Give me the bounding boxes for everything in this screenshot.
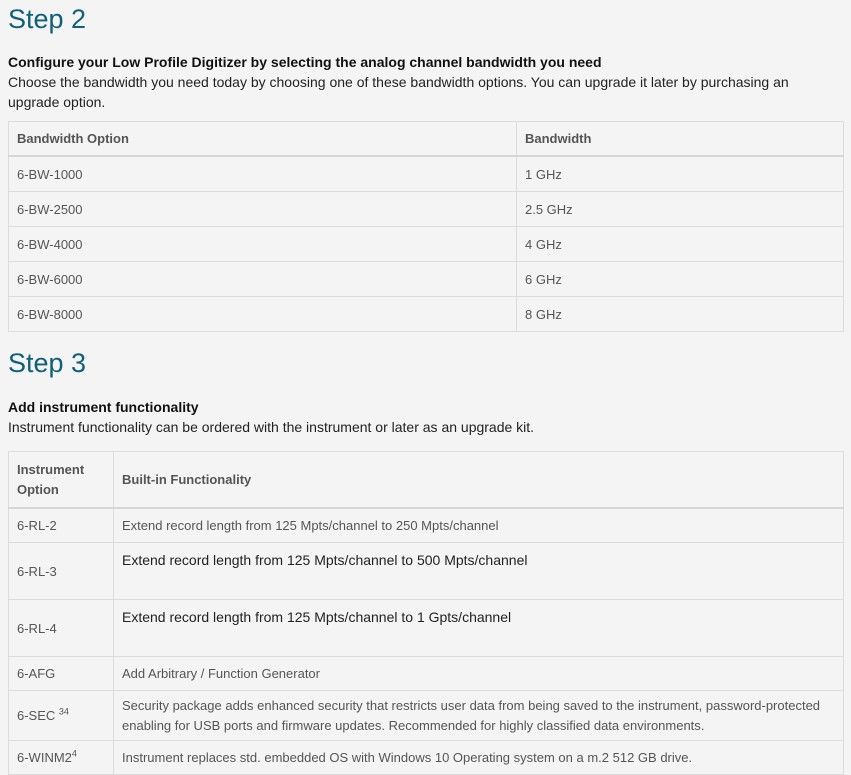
bandwidth-option-cell: 6-BW-4000	[9, 227, 517, 262]
instrument-option-cell	[9, 508, 114, 543]
column-header-built-in-functionality: Built-in Functionality	[114, 452, 844, 509]
table-row	[9, 156, 844, 192]
option-code: 6-WINM2	[17, 750, 72, 765]
functionality-table	[8, 451, 844, 775]
column-header-instrument-option: Instrument Option	[9, 452, 114, 509]
step3-subtitle: Add instrument functionality	[8, 399, 199, 415]
option-code: 6-RL-3	[17, 563, 57, 579]
bandwidth-value-cell: 4 GHz	[517, 227, 844, 262]
bandwidth-option-cell: 6-BW-1000	[9, 156, 517, 192]
table-row	[9, 691, 844, 741]
instrument-option-cell	[9, 741, 114, 775]
functionality-cell: Instrument replaces std. embedded OS with Windows 10 Operating system on a m.2 512 GB drive.	[114, 741, 844, 775]
bandwidth-table	[8, 121, 844, 332]
table-row	[9, 227, 844, 262]
functionality-cell: Extend record length from 125 Mpts/channel to 1 Gpts/channel	[114, 600, 844, 657]
functionality-cell: Extend record length from 125 Mpts/channel to 250 Mpts/channel	[114, 508, 844, 543]
step3-description: Instrument functionality can be ordered with the instrument or later as an upgrade kit.	[8, 419, 535, 435]
column-header-bandwidth: Bandwidth	[517, 122, 844, 157]
bandwidth-option-cell: 6-BW-6000	[9, 262, 517, 297]
bandwidth-value-cell: 6 GHz	[517, 262, 844, 297]
step2-title: Step 2	[8, 4, 87, 34]
step3-title: Step 3	[8, 348, 87, 378]
step2-description: Choose the bandwidth you need today by choosing one of these bandwidth options. You can upgrade it later by purchasing an upgrade option.	[8, 74, 789, 110]
table-header-row	[9, 122, 844, 157]
option-code: 6-AFG	[17, 666, 56, 681]
instrument-option-cell	[9, 543, 114, 600]
table-row	[9, 297, 844, 332]
footnote-ref: 4	[71, 748, 77, 759]
bandwidth-value-cell: 8 GHz	[517, 297, 844, 332]
table-row	[9, 192, 844, 227]
option-code: 6-RL-2	[17, 518, 57, 533]
column-header-bandwidth-option: Bandwidth Option	[9, 122, 517, 157]
instrument-option-cell	[9, 600, 114, 657]
table-row	[9, 508, 844, 543]
footnote-ref: 34	[58, 706, 69, 717]
option-code: 6-SEC	[17, 707, 59, 723]
bandwidth-value-cell: 2.5 GHz	[517, 192, 844, 227]
table-row	[9, 543, 844, 600]
table-row	[9, 741, 844, 775]
instrument-option-cell	[9, 657, 114, 691]
functionality-cell: Add Arbitrary / Function Generator	[114, 657, 844, 691]
step2-subtitle: Configure your Low Profile Digitizer by selecting the analog channel bandwidth you need	[8, 54, 602, 70]
step2-intro	[8, 52, 838, 112]
step3-intro	[8, 397, 838, 437]
functionality-cell: Security package adds enhanced security that restricts user data from being saved to the instrument, password-protected enabling for USB ports and firmware updates. Recommended for highly classified data environments.	[114, 691, 844, 741]
bandwidth-value-cell: 1 GHz	[517, 156, 844, 192]
instrument-option-cell	[9, 691, 114, 741]
option-code: 6-RL-4	[17, 620, 57, 636]
table-row	[9, 262, 844, 297]
table-header-row	[9, 452, 844, 509]
table-row	[9, 600, 844, 657]
bandwidth-option-cell: 6-BW-2500	[9, 192, 517, 227]
bandwidth-option-cell: 6-BW-8000	[9, 297, 517, 332]
functionality-cell: Extend record length from 125 Mpts/channel to 500 Mpts/channel	[114, 543, 844, 600]
table-row	[9, 657, 844, 691]
